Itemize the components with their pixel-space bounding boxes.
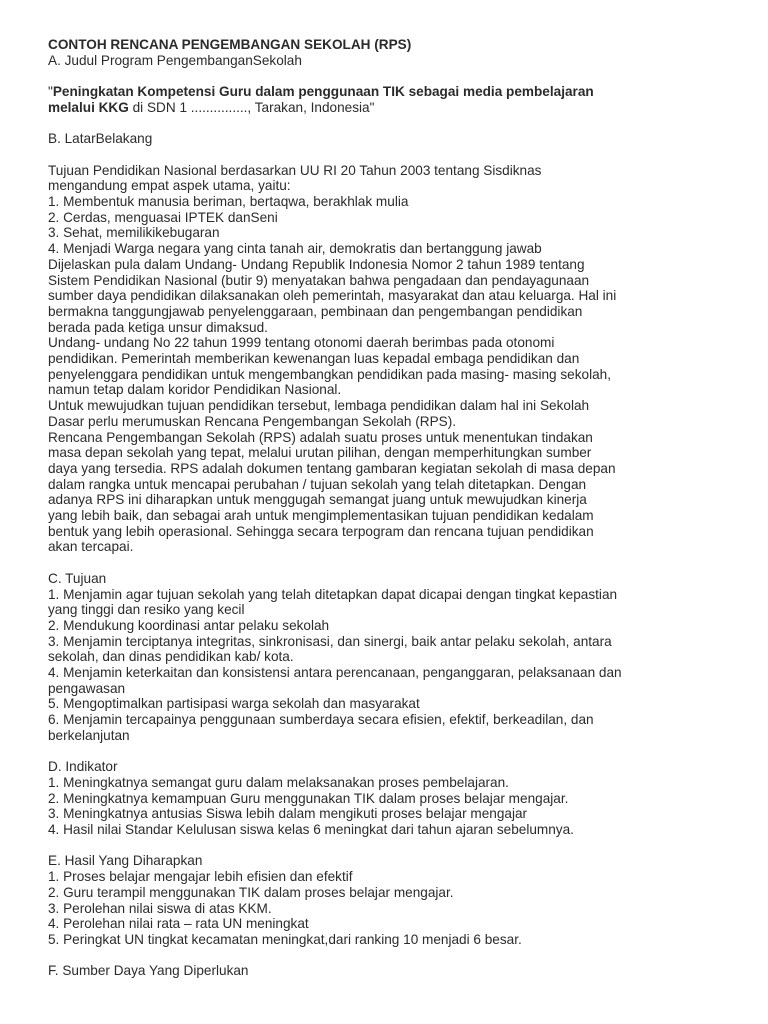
paragraph-line: masa depan sekolah yang tepat, melalui urutan pilihan, dengan memperhitungkan sumber — [48, 445, 592, 461]
list-item: berkelanjutan — [48, 727, 130, 743]
list-item: sekolah, dan dinas pendidikan kab/ kota. — [48, 649, 294, 665]
list-item: 6. Menjamin tercapainya penggunaan sumberdaya secara efisien, efektif, berkeadilan, dan — [48, 712, 594, 728]
spacer — [48, 948, 748, 964]
list-item: 3. Perolehan nilai siswa di atas KKM. — [48, 900, 272, 916]
paragraph-line: adanya RPS ini diharapkan untuk menggugah semangat juang untuk mewujudkan kinerja — [48, 492, 587, 508]
paragraph-line: Undang- undang No 22 tahun 1999 tentang otonomi daerah berimbas pada otonomi — [48, 335, 555, 351]
section-b-heading: B. LatarBelakang — [48, 131, 153, 147]
paragraph-line: Dasar perlu merumuskan Rencana Pengembangan Sekolah (RPS). — [48, 413, 457, 429]
paragraph-line: pendidikan. Pemerintah memberikan kewenangan luas kepadal embaga pendidikan dan — [48, 351, 580, 367]
paragraph-line: bermakna tanggungjawab penyelenggaraan, pembinaan dan pengembangan pendidikan — [48, 303, 583, 319]
list-item: 2. Meningkatnya kemampuan Guru menggunakan TIK dalam proses belajar mengajar. — [48, 790, 569, 806]
list-item: 3. Menjamin terciptanya integritas, sinkronisasi, dan sinergi, baik antar pelaku sekolah, antara — [48, 633, 612, 649]
list-item: 1. Proses belajar mengajar lebih efisien dan efektif — [48, 869, 353, 885]
program-title-line-2 — [48, 100, 748, 116]
open-quote: " — [48, 84, 53, 100]
paragraph-line: mengandung empat aspek utama, yaitu: — [48, 178, 291, 194]
spacer — [48, 68, 748, 84]
section-a-heading: A. Judul Program PengembanganSekolah — [48, 52, 302, 68]
list-item: pengawasan — [48, 680, 126, 696]
spacer — [48, 555, 748, 571]
list-item: 2. Guru terampil menggunakan TIK dalam proses belajar mengajar. — [48, 884, 454, 900]
spacer — [48, 147, 748, 163]
list-item: 3. Meningkatnya antusias Siswa lebih dalam mengikuti proses belajar mengajar — [48, 806, 528, 822]
paragraph-line: daya yang tersedia. RPS adalah dokumen tentang gambaran kegiatan sekolah di masa depan — [48, 460, 616, 476]
program-title-rest: di SDN 1 ..............., Tarakan, Indonesia" — [128, 99, 375, 115]
paragraph-line: 2. Cerdas, menguasai IPTEK danSeni — [48, 209, 278, 225]
spacer — [48, 838, 748, 854]
paragraph-line: 3. Sehat, memilikikebugaran — [48, 225, 220, 241]
list-item: 2. Mendukung koordinasi antar pelaku sekolah — [48, 617, 330, 633]
tujuan-list — [48, 587, 748, 744]
program-title-bold-2: melalui KKG — [48, 99, 129, 115]
list-item: 4. Menjamin keterkaitan dan konsistensi antara perencanaan, penganggaran, pelaksanaan dan — [48, 665, 622, 681]
list-item: 5. Mengoptimalkan partisipasi warga sekolah dan masyarakat — [48, 696, 420, 712]
list-item: 4. Hasil nilai Standar Kelulusan siswa kelas 6 meningkat dari tahun ajaran sebelumnya. — [48, 822, 574, 838]
paragraph-line: penyelenggara pendidikan untuk mengembangkan pendidikan pada masing- masing sekolah, — [48, 366, 612, 382]
hasil-list — [48, 869, 748, 948]
list-item: 5. Peringkat UN tingkat kecamatan meningkat,dari ranking 10 menjadi 6 besar. — [48, 931, 522, 947]
paragraph-line: 1. Membentuk manusia beriman, bertaqwa, berakhlak mulia — [48, 193, 409, 209]
paragraph-line: Dijelaskan pula dalam Undang- Undang Republik Indonesia Nomor 2 tahun 1989 tentang — [48, 256, 585, 272]
paragraph-line: Tujuan Pendidikan Nasional berdasarkan UU RI 20 Tahun 2003 tentang Sisdiknas — [48, 162, 542, 178]
paragraph-line: 4. Menjadi Warga negara yang cinta tanah air, demokratis dan bertanggung jawab — [48, 241, 542, 257]
paragraph-line: yang lebih baik, dan sebagai arah untuk mengimplementasikan tujuan pendidikan kedalam — [48, 508, 594, 524]
indikator-list — [48, 775, 748, 838]
section-c-heading: C. Tujuan — [48, 570, 107, 586]
list-item: 4. Perolehan nilai rata – rata UN meningkat — [48, 916, 309, 932]
paragraph-line: akan tercapai. — [48, 539, 134, 555]
spacer — [48, 116, 748, 132]
section-e-heading: E. Hasil Yang Diharapkan — [48, 853, 203, 869]
section-f-heading: F. Sumber Daya Yang Diperlukan — [48, 963, 249, 979]
paragraph-line: Untuk mewujudkan tujuan pendidikan tersebut, lembaga pendidikan dalam hal ini Sekolah — [48, 398, 590, 414]
document-title: CONTOH RENCANA PENGEMBANGAN SEKOLAH (RPS) — [48, 37, 412, 52]
list-item: yang tinggi dan resiko yang kecil — [48, 602, 245, 618]
section-d-heading: D. Indikator — [48, 759, 118, 775]
paragraph-line: berada pada ketiga unsur dimaksud. — [48, 319, 268, 335]
paragraph-line: sumber daya pendidikan dilaksanakan oleh pemerintah, masyarakat dan atau keluarga. Hal ini — [48, 288, 617, 304]
paragraph-line: dalam rangka untuk mencapai perubahan / tujuan sekolah yang telah ditetapkan. Dengan — [48, 476, 587, 492]
spacer — [48, 744, 748, 760]
program-title-bold-1: Peningkatan Kompetensi Guru dalam penggunaan TIK sebagai media pembelajaran — [52, 84, 594, 100]
paragraph-line: Sistem Pendidikan Nasional (butir 9) menyatakan bahwa pengadaan dan pendayagunaan — [48, 272, 590, 288]
paragraph-line: Rencana Pengembangan Sekolah (RPS) adalah suatu proses untuk menentukan tindakan — [48, 429, 593, 445]
program-title-line-1 — [48, 84, 748, 100]
latar-belakang-body — [48, 163, 748, 556]
list-item: 1. Menjamin agar tujuan sekolah yang telah ditetapkan dapat dicapai dengan tingkat kepastian — [48, 586, 618, 602]
list-item: 1. Meningkatnya semangat guru dalam melaksanakan proses pembelajaran. — [48, 774, 509, 790]
paragraph-line: namun tetap dalam koridor Pendidikan Nasional. — [48, 382, 342, 398]
paragraph-line: bentuk yang lebih operasional. Sehingga secara terpogram dan rencana tujuan pendidikan — [48, 523, 594, 539]
